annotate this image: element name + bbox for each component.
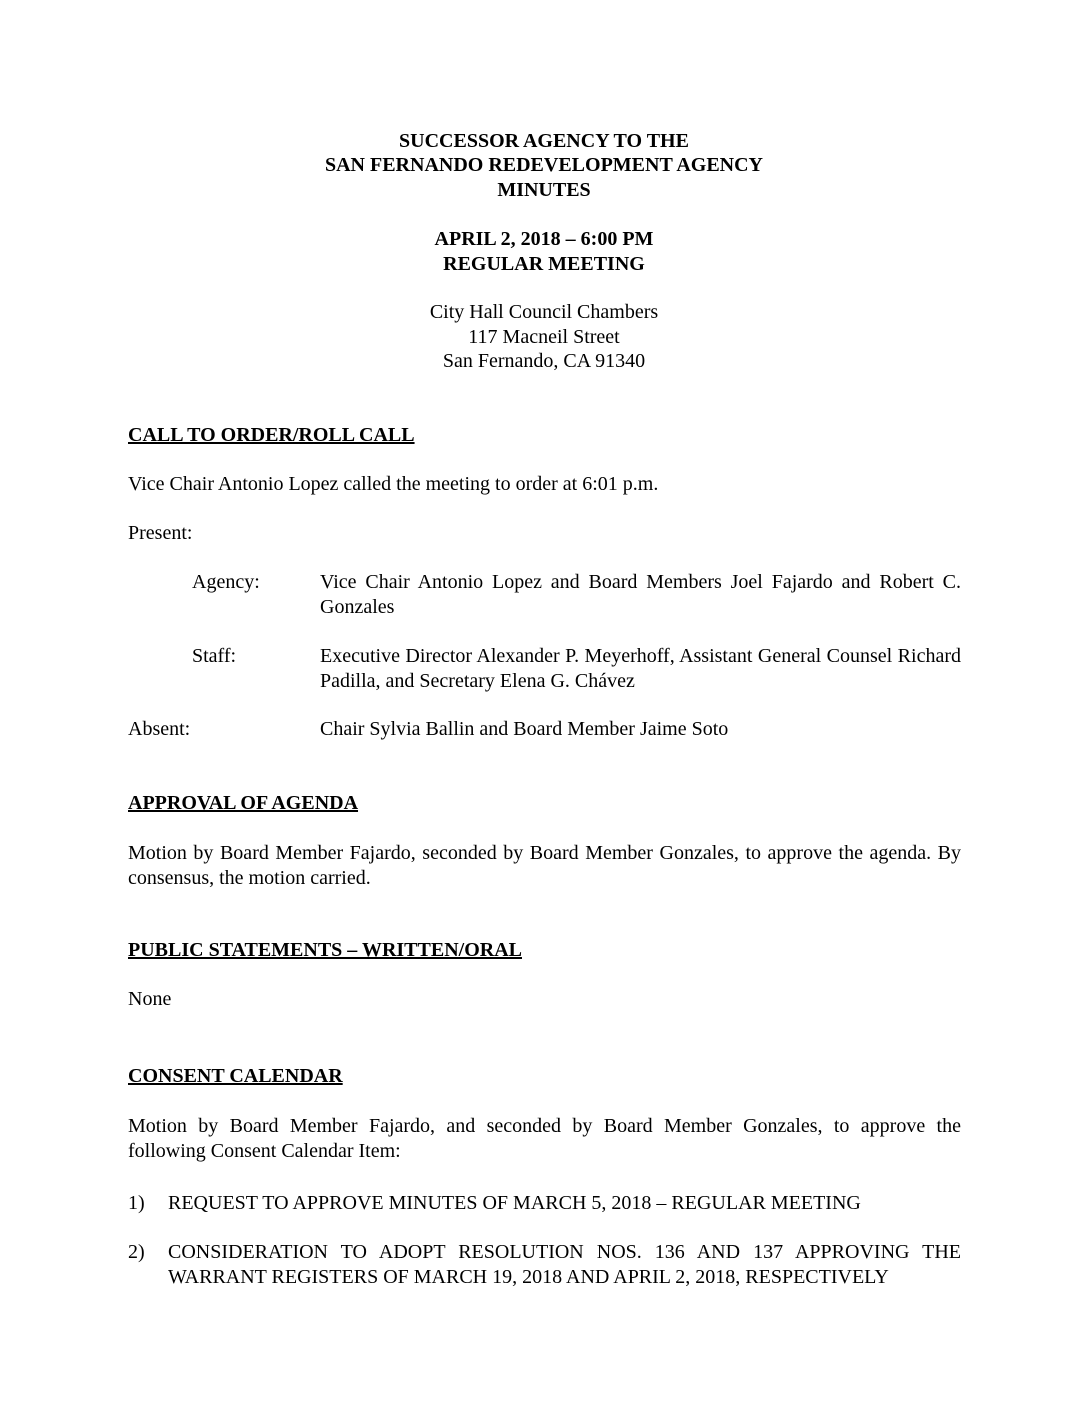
title-line-1: SUCCESSOR AGENCY TO THE: [399, 130, 689, 152]
location-city: San Fernando, CA 91340: [442, 350, 646, 372]
consent-item-number: 2): [128, 1241, 145, 1263]
agency-label: Agency:: [192, 571, 260, 593]
consent-item-text: CONSIDERATION TO ADOPT RESOLUTION NOS. 136 AND 137 APPROVING THE WARRANT REGISTERS OF MARCH 19, 2018 AND APRIL 2, 2018, RESPECTIVELY: [168, 1241, 961, 1288]
present-label: Present:: [128, 522, 193, 544]
meeting-date-time: APRIL 2, 2018 – 6:00 PM: [434, 228, 654, 250]
public-statements-text: None: [128, 988, 172, 1010]
agency-members: Vice Chair Antonio Lopez and Board Members Joel Fajardo and Robert C. Gonzales: [320, 571, 961, 618]
staff-label: Staff:: [192, 645, 237, 667]
absent-label: Absent:: [128, 718, 191, 740]
consent-item-number: 1): [128, 1192, 145, 1214]
staff-members: Executive Director Alexander P. Meyerhoff, Assistant General Counsel Richard Padilla, and Secretary Elena G. Chávez: [320, 645, 961, 692]
call-to-order-heading: CALL TO ORDER/ROLL CALL: [128, 424, 415, 446]
location-name: City Hall Council Chambers: [429, 301, 659, 323]
meeting-type: REGULAR MEETING: [443, 253, 645, 275]
consent-item-text: REQUEST TO APPROVE MINUTES OF MARCH 5, 2018 – REGULAR MEETING: [168, 1192, 861, 1214]
absent-members: Chair Sylvia Ballin and Board Member Jaime Soto: [320, 718, 729, 740]
title-line-3: MINUTES: [497, 179, 591, 201]
title-line-2: SAN FERNANDO REDEVELOPMENT AGENCY: [324, 154, 763, 176]
public-statements-heading: PUBLIC STATEMENTS – WRITTEN/ORAL: [128, 939, 522, 961]
location-street: 117 Macneil Street: [468, 326, 620, 348]
approval-of-agenda-text: Motion by Board Member Fajardo, seconded by Board Member Gonzales, to approve the agenda. By consensus, the motion carried.: [128, 842, 961, 889]
approval-of-agenda-heading: APPROVAL OF AGENDA: [128, 792, 359, 814]
consent-calendar-text: Motion by Board Member Fajardo, and seconded by Board Member Gonzales, to approve the following Consent Calendar Item:: [128, 1115, 961, 1162]
call-to-order-statement: Vice Chair Antonio Lopez called the meeting to order at 6:01 p.m.: [128, 473, 659, 495]
consent-calendar-heading: CONSENT CALENDAR: [128, 1065, 343, 1087]
